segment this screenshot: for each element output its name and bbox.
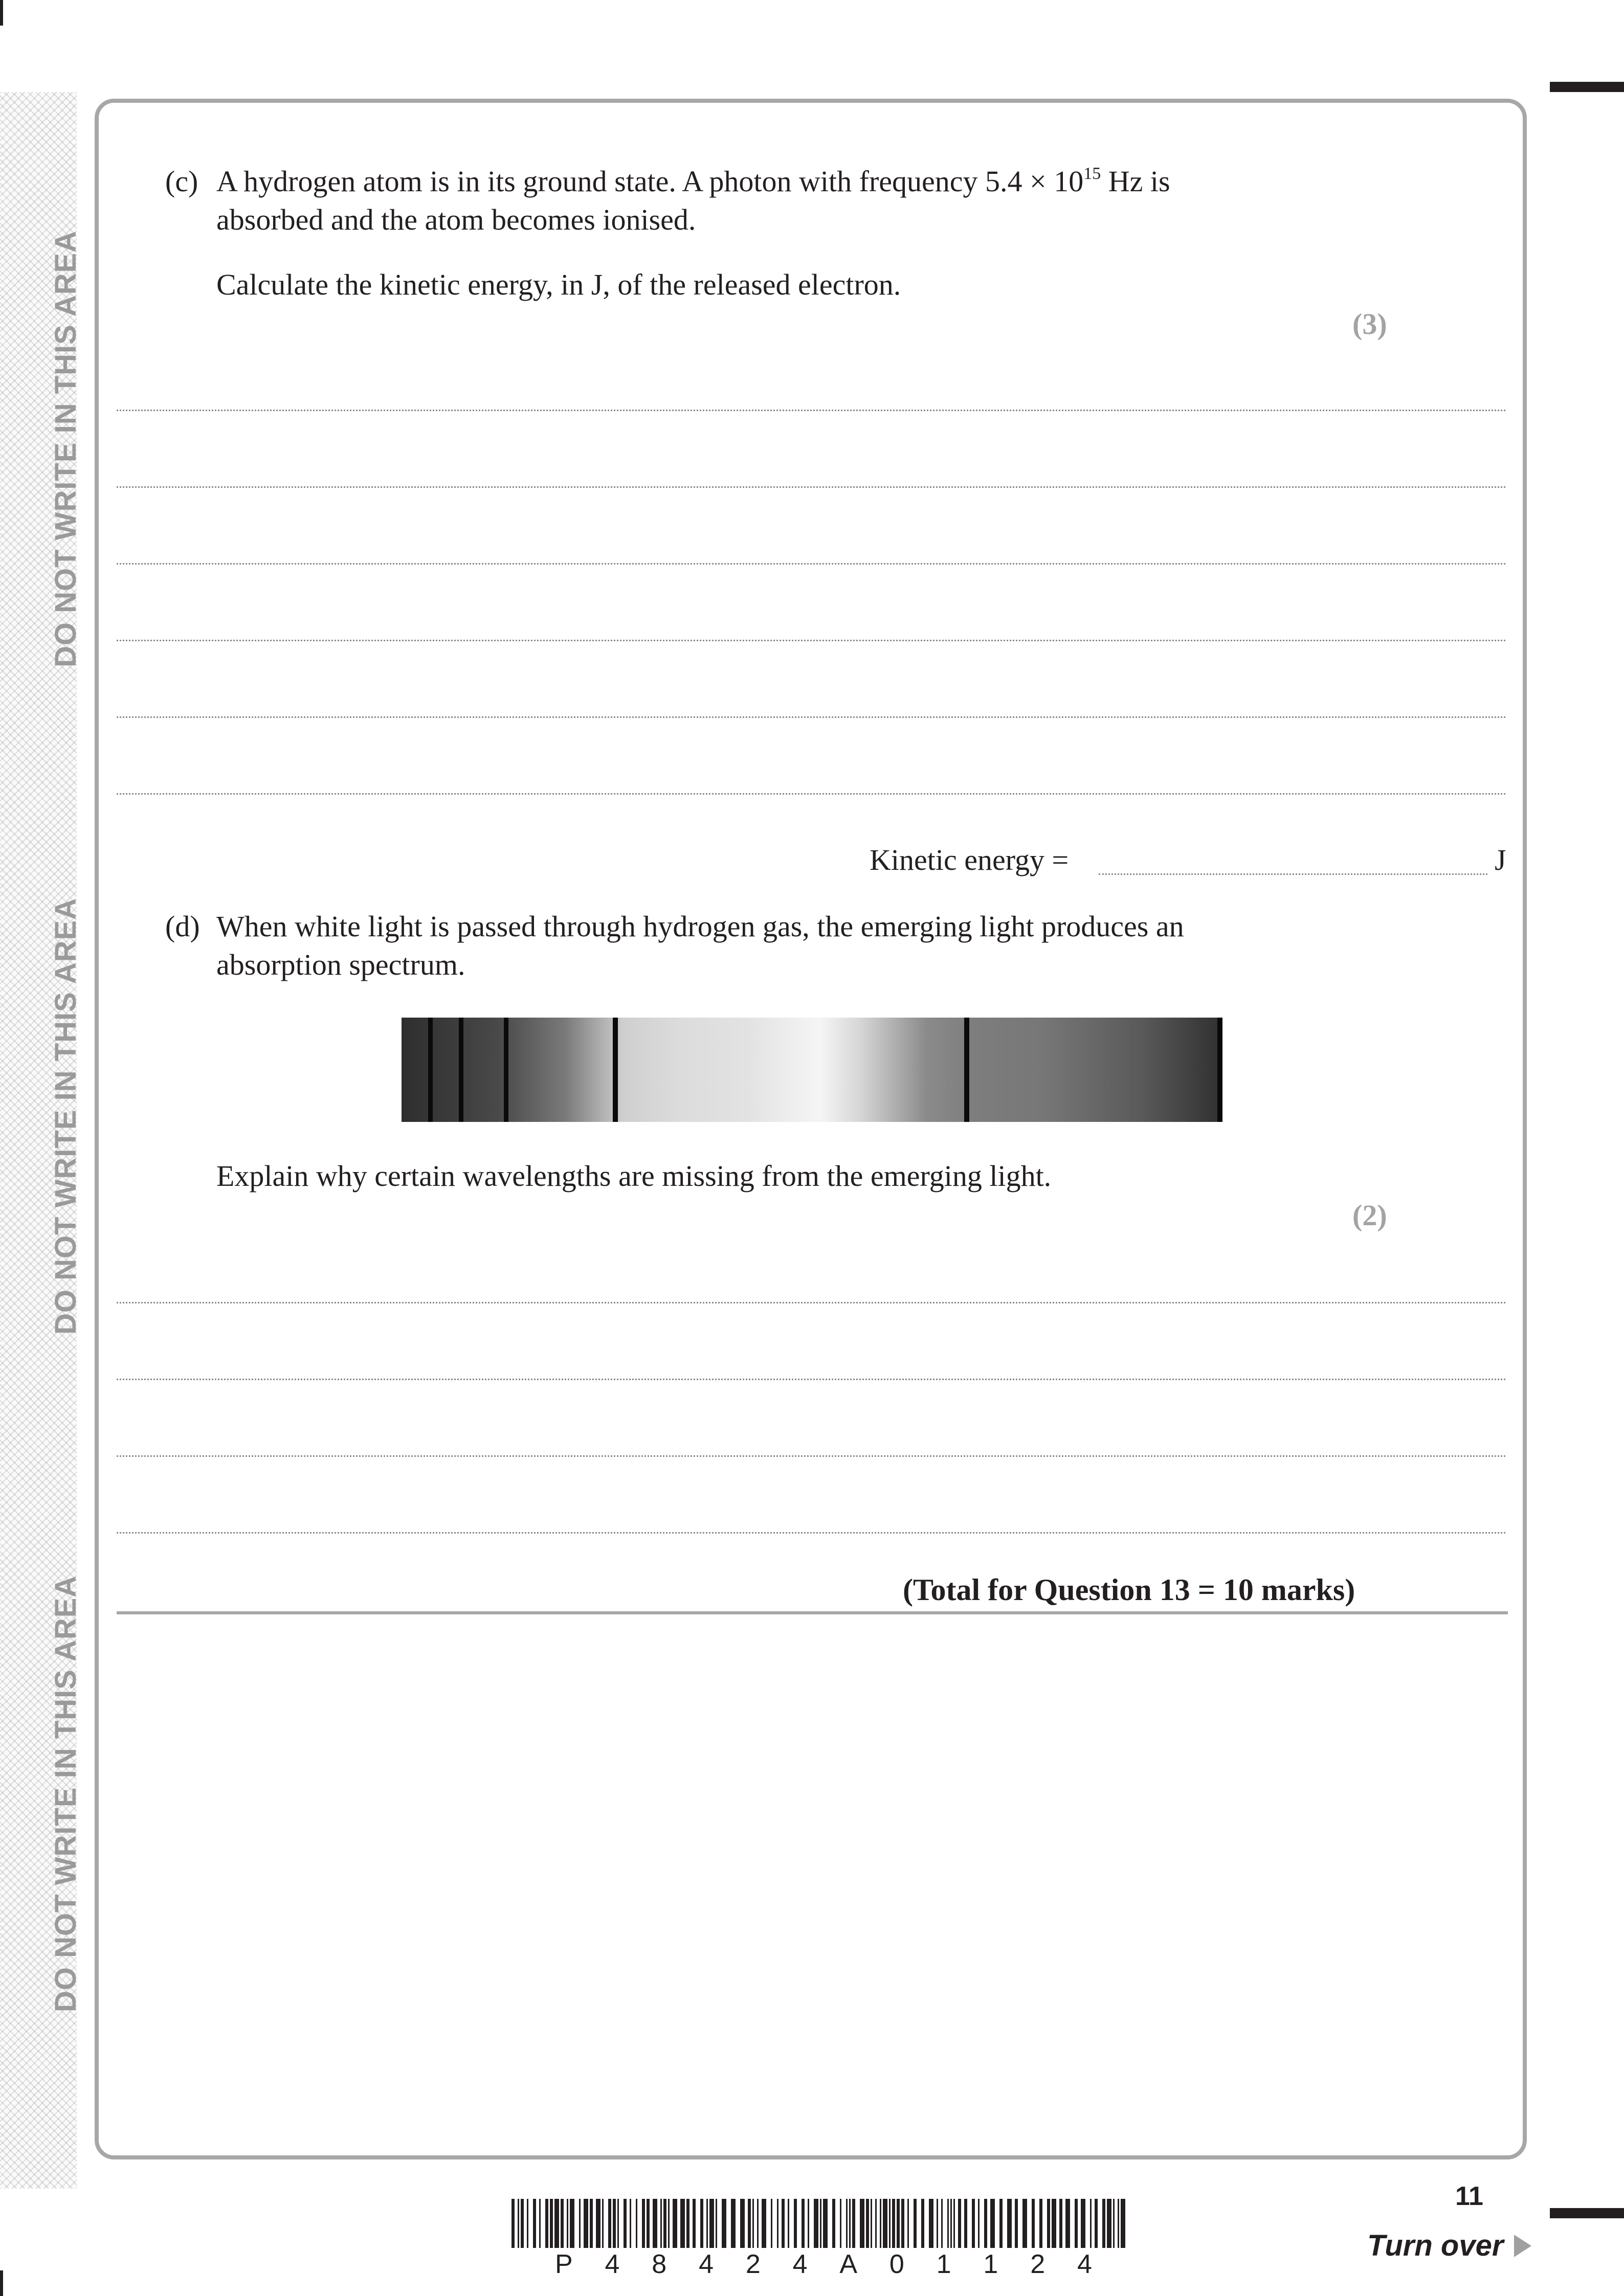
part-c-instruction: Calculate the kinetic energy, in J, of the released electron.	[216, 268, 901, 301]
absorption-line	[613, 1018, 618, 1122]
barcode-digit: 0	[889, 2249, 904, 2279]
kinetic-energy-answer-field[interactable]	[1099, 873, 1487, 875]
crop-mark	[0, 0, 3, 26]
barcode-digit: 1	[936, 2249, 951, 2279]
barcode-digit: 4	[605, 2249, 620, 2279]
barcode-digit: 2	[745, 2249, 761, 2279]
absorption-line	[1217, 1018, 1222, 1122]
barcode-digit: 8	[652, 2249, 667, 2279]
margin-warning: DO NOT WRITE IN THIS AREA	[49, 1575, 82, 2012]
absorption-line	[964, 1018, 969, 1122]
answer-line[interactable]	[117, 486, 1505, 488]
absorption-line	[504, 1018, 508, 1122]
margin-warning: DO NOT WRITE IN THIS AREA	[49, 897, 82, 1335]
turn-over-label: Turn over	[1367, 2229, 1504, 2262]
edge-mark	[1550, 82, 1624, 92]
edge-mark	[1550, 2208, 1624, 2218]
page-number: 11	[1455, 2181, 1483, 2211]
total-divider	[117, 1611, 1508, 1614]
part-c-question-line-1: A hydrogen atom is in its ground state. A photon with frequency $5.4 \times 10^{15}$ Hz is	[216, 164, 1170, 198]
answer-line[interactable]	[117, 716, 1505, 718]
barcode-digit: 4	[699, 2249, 714, 2279]
part-d-marks: (2)	[1352, 1199, 1387, 1232]
barcode-digit: 4	[1077, 2249, 1092, 2279]
part-d-question-line-1: When white light is passed through hydrogen gas, the emerging light produces an	[216, 910, 1184, 943]
turn-over-arrow-icon	[1514, 2235, 1531, 2257]
barcode-digit: A	[839, 2249, 858, 2279]
part-d-question-line-2: absorption spectrum.	[216, 948, 465, 981]
kinetic-energy-label: Kinetic energy =	[870, 843, 1069, 876]
part-d-label: (d)	[165, 910, 200, 943]
crop-mark	[0, 2270, 3, 2296]
absorption-spectrum-image	[402, 1018, 1222, 1122]
answer-line[interactable]	[117, 1379, 1505, 1380]
kinetic-energy-unit: J	[1495, 843, 1506, 876]
part-c-marks: (3)	[1352, 307, 1387, 341]
part-c-label: (c)	[165, 165, 198, 198]
answer-line[interactable]	[117, 793, 1505, 795]
barcode-digits	[555, 2249, 1092, 2280]
answer-line[interactable]	[117, 1532, 1505, 1534]
part-c-question-line-2: absorbed and the atom becomes ionised.	[216, 203, 696, 236]
answer-line[interactable]	[117, 640, 1505, 641]
question-total: (Total for Question 13 = 10 marks)	[903, 1573, 1355, 1607]
barcode-digit: 2	[1030, 2249, 1045, 2279]
barcode-digit: 4	[792, 2249, 808, 2279]
barcode-digit: P	[555, 2249, 573, 2279]
absorption-line	[459, 1018, 463, 1122]
barcode-icon	[511, 2199, 1130, 2248]
margin-warning: DO NOT WRITE IN THIS AREA	[49, 230, 82, 667]
answer-line[interactable]	[117, 1302, 1505, 1303]
absorption-line	[428, 1018, 433, 1122]
barcode-digit: 1	[983, 2249, 998, 2279]
answer-frame	[95, 99, 1527, 2159]
part-d-instruction: Explain why certain wavelengths are missing from the emerging light.	[216, 1159, 1052, 1192]
answer-line[interactable]	[117, 563, 1505, 565]
answer-line[interactable]	[117, 410, 1505, 411]
answer-line[interactable]	[117, 1455, 1505, 1457]
